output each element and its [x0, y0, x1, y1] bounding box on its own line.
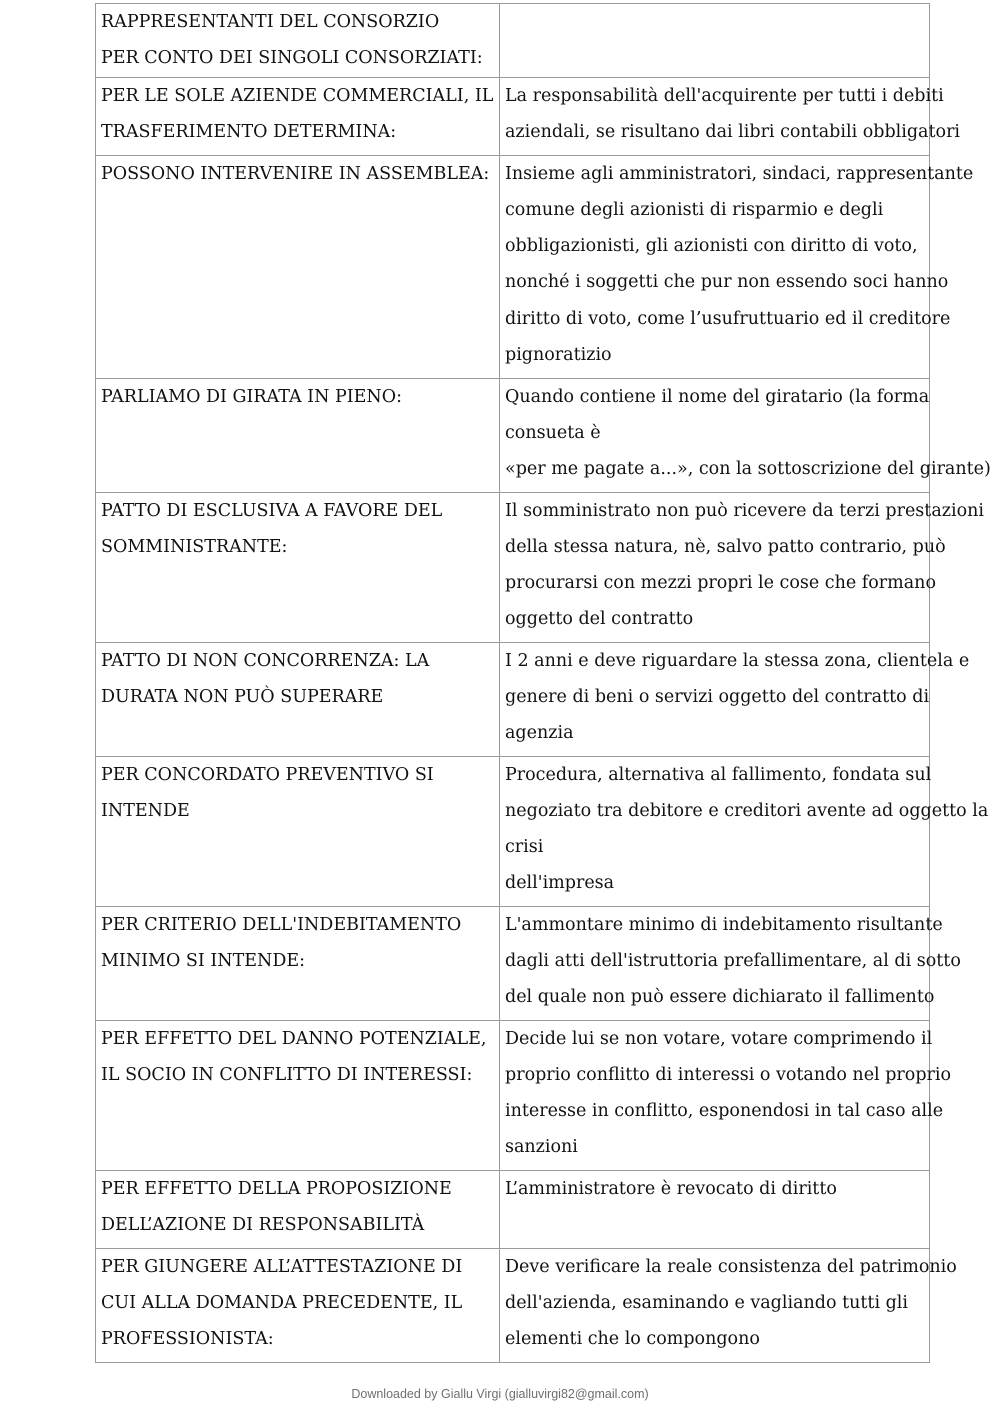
question-line: MINIMO SI INTENDE:: [101, 950, 306, 971]
answer-line: «per me pagate a...», con la sottoscrizione del girante): [505, 459, 991, 480]
question-line: IL SOCIO IN CONFLITTO DI INTERESSI:: [101, 1064, 473, 1085]
answer-line: interesse in conflitto, esponendosi in tal caso alle: [505, 1101, 944, 1122]
answer-line: sanzioni: [505, 1137, 578, 1158]
table-row: [96, 492, 930, 642]
answer-line: L’amministratore è revocato di diritto: [505, 1178, 837, 1199]
answer-line: Procedura, alternativa al fallimento, fondata sul: [505, 764, 932, 785]
table-row: [96, 77, 930, 155]
answer-line: L'ammontare minimo di indebitamento risultante: [505, 914, 943, 935]
question-line: POSSONO INTERVENIRE IN ASSEMBLEA:: [101, 163, 490, 184]
download-footer: Downloaded by Giallu Virgi (gialluvirgi82@gmail.com): [351, 1387, 649, 1401]
answer-cell: [500, 492, 984, 642]
answer-line: oggetto del contratto: [505, 609, 694, 630]
answer-line: diritto di voto, come l’usufruttuario ed il creditore: [505, 308, 951, 329]
qa-table-body: [96, 4, 991, 1363]
answer-line: proprio conflitto di interessi o votando nel proprio: [505, 1064, 952, 1085]
answer-cell: [500, 155, 974, 378]
answer-line: Deve verificare la reale consistenza del patrimonio: [505, 1256, 957, 1277]
answer-line: comune degli azionisti di risparmio e degli: [505, 199, 884, 220]
question-cell: [96, 642, 500, 756]
answer-cell: [500, 756, 989, 906]
answer-cell: [500, 378, 991, 492]
answer-line: genere di beni o servizi oggetto del contratto di: [505, 686, 930, 707]
question-line: PER CONTO DEI SINGOLI CONSORZIATI:: [101, 48, 483, 69]
answer-line: negoziato tra debitore e creditori avente ad oggetto la: [505, 800, 989, 821]
answer-line: pignoratizio: [505, 345, 612, 366]
table-row: [96, 4, 930, 78]
answer-line: consueta è: [505, 422, 601, 443]
answer-line: agenzia: [505, 723, 574, 744]
question-cell: [96, 1170, 500, 1248]
question-cell: [96, 1248, 500, 1362]
table-row: [96, 378, 930, 492]
question-line: CUI ALLA DOMANDA PRECEDENTE, IL: [101, 1292, 463, 1313]
question-line: DELL’AZIONE DI RESPONSABILITÀ: [101, 1214, 425, 1235]
question-line: INTENDE: [101, 800, 190, 821]
answer-line: dell'impresa: [505, 873, 615, 894]
question-cell: [96, 492, 500, 642]
table-row: [96, 642, 930, 756]
question-line: PROFESSIONISTA:: [101, 1329, 274, 1350]
question-line: PER EFFETTO DELLA PROPOSIZIONE: [101, 1178, 452, 1199]
answer-line: nonché i soggetti che pur non essendo soci hanno: [505, 272, 949, 293]
question-cell: [96, 1020, 500, 1170]
question-line: PER LE SOLE AZIENDE COMMERCIALI, IL: [101, 85, 494, 106]
answer-line: crisi: [505, 837, 544, 858]
answer-line: dagli atti dell'istruttoria prefallimentare, al di sotto: [505, 950, 961, 971]
answer-line: I 2 anni e deve riguardare la stessa zona, clientela e: [505, 650, 970, 671]
answer-line: della stessa natura, nè, salvo patto contrario, può: [505, 536, 946, 557]
question-line: PER CRITERIO DELL'INDEBITAMENTO: [101, 914, 462, 935]
answer-line: La responsabilità dell'acquirente per tutti i debiti: [505, 85, 944, 106]
question-line: PER GIUNGERE ALL’ATTESTAZIONE DI: [101, 1256, 463, 1277]
answer-line: elementi che lo compongono: [505, 1329, 760, 1350]
question-cell: [96, 378, 500, 492]
answer-line: dell'azienda, esaminando e vagliando tutti gli: [505, 1292, 909, 1313]
answer-line: Insieme agli amministratori, sindaci, rappresentante: [505, 163, 974, 184]
question-line: PATTO DI ESCLUSIVA A FAVORE DEL: [101, 500, 443, 521]
answer-cell: [500, 1020, 952, 1170]
answer-line: aziendali, se risultano dai libri contabili obbligatori: [505, 121, 961, 142]
answer-line: del quale non può essere dichiarato il fallimento: [505, 987, 935, 1008]
question-cell: [96, 155, 500, 378]
answer-cell: [500, 77, 961, 155]
question-line: PER EFFETTO DEL DANNO POTENZIALE,: [101, 1028, 487, 1049]
qa-table: [95, 3, 991, 1363]
question-line: TRASFERIMENTO DETERMINA:: [101, 121, 397, 142]
table-row: [96, 1170, 930, 1248]
answer-cell: [500, 906, 961, 1020]
question-line: DURATA NON PUÒ SUPERARE: [101, 686, 384, 707]
answer-cell: [500, 642, 970, 756]
question-line: PARLIAMO DI GIRATA IN PIENO:: [101, 386, 402, 407]
question-line: PER CONCORDATO PREVENTIVO SI: [101, 764, 434, 785]
answer-cell: [500, 4, 930, 78]
answer-cell: [500, 1248, 957, 1362]
answer-line: Decide lui se non votare, votare comprimendo il: [505, 1028, 933, 1049]
question-cell: [96, 906, 500, 1020]
question-cell: [96, 756, 500, 906]
table-row: [96, 155, 930, 378]
answer-line: obbligazionisti, gli azionisti con diritto di voto,: [505, 236, 918, 257]
answer-line: Il somministrato non può ricevere da terzi prestazioni: [505, 500, 984, 521]
table-row: [96, 1248, 930, 1362]
answer-cell: [500, 1170, 930, 1248]
table-row: [96, 906, 930, 1020]
question-cell: [96, 4, 500, 78]
answer-line: procurarsi con mezzi propri le cose che formano: [505, 573, 936, 594]
question-cell: [96, 77, 500, 155]
table-row: [96, 1020, 930, 1170]
answer-line: Quando contiene il nome del giratario (la forma: [505, 386, 930, 407]
question-line: PATTO DI NON CONCORRENZA: LA: [101, 650, 430, 671]
question-line: RAPPRESENTANTI DEL CONSORZIO: [101, 12, 440, 32]
question-line: SOMMINISTRANTE:: [101, 536, 288, 557]
table-row: [96, 756, 930, 906]
